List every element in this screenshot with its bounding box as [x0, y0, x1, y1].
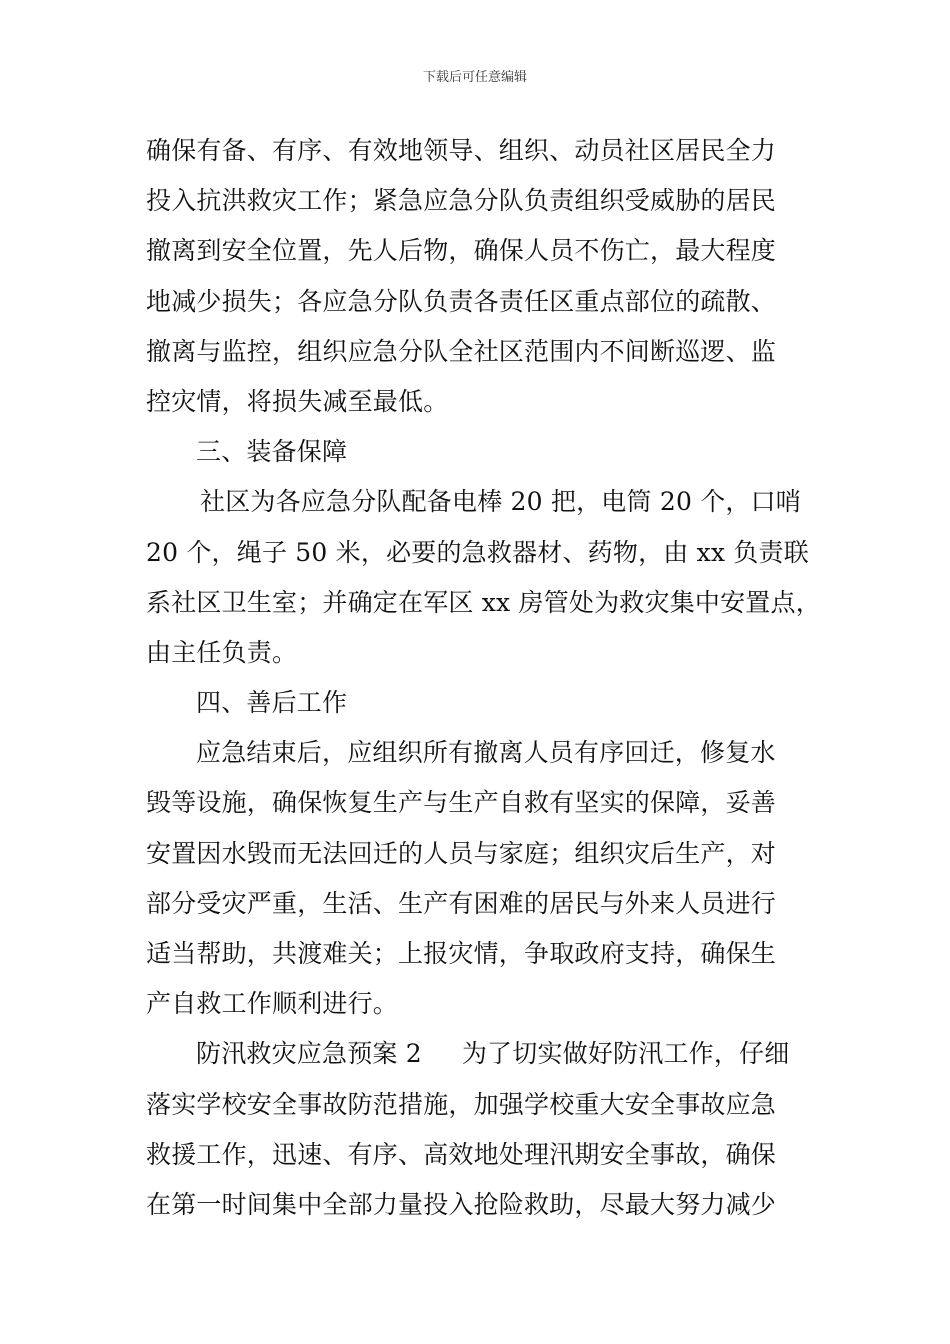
document-body: [146, 126, 821, 1230]
text-line: 救援工作，迅速、有序、高效地处理汛期安全事故，确保: [146, 1139, 777, 1169]
text-line: 投入抗洪救灾工作；紧急应急分队负责组织受威胁的居民: [146, 186, 777, 216]
text-line: 系社区卫生室；并确定在军区 xx 房管处为救灾集中安置点，: [146, 587, 821, 617]
text-line: 安置因水毁而无法回迁的人员与家庭；组织灾后生产，对: [146, 838, 777, 868]
text-line: 控灾情，将损失减至最低。: [146, 386, 449, 416]
plan-title: 防汛救灾应急预案 2: [196, 1039, 422, 1069]
page-header: 下载后可任意编辑: [422, 70, 527, 85]
text-line: [146, 1029, 816, 1079]
section-heading: 三、装备保障: [196, 437, 348, 467]
text-line: 地减少损失；各应急分队负责各责任区重点部位的疏散、: [146, 286, 777, 316]
text-line: 部分受灾严重，生活、生产有困难的居民与外来人员进行: [146, 888, 777, 918]
text-line-continuation: 为了切实做好防汛工作，仔细: [461, 1039, 790, 1069]
text-line: 撤离与监控，组织应急分队全社区范围内不间断巡逻、监: [146, 336, 777, 366]
text-line: 社区为各应急分队配备电棒 20 把，电筒 20 个，口哨: [200, 487, 802, 517]
text-line: 在第一时间集中全部力量投入抢险救助，尽最大努力减少: [146, 1189, 777, 1219]
section-heading: 四、善后工作: [196, 688, 348, 718]
text-line: 撤离到安全位置，先人后物，确保人员不伤亡，最大程度: [146, 236, 777, 266]
text-line: 应急结束后，应组织所有撤离人员有序回迁，修复水: [196, 738, 776, 768]
text-line: 适当帮助，共渡难关；上报灾情，争取政府支持，确保生: [146, 939, 777, 968]
text-line: 由主任负责。: [146, 637, 298, 667]
text-line: 毁等设施，确保恢复生产与生产自救有坚实的保障，妥善: [146, 788, 777, 818]
text-line: 20 个，绳子 50 米，必要的急救器材、药物，由 xx 负责联: [146, 537, 809, 567]
text-line: 确保有备、有序、有效地领导、组织、动员社区居民全力: [146, 136, 777, 165]
text-line: 落实学校安全事故防范措施，加强学校重大安全事故应急: [146, 1089, 777, 1119]
text-line: 产自救工作顺利进行。: [146, 989, 399, 1019]
